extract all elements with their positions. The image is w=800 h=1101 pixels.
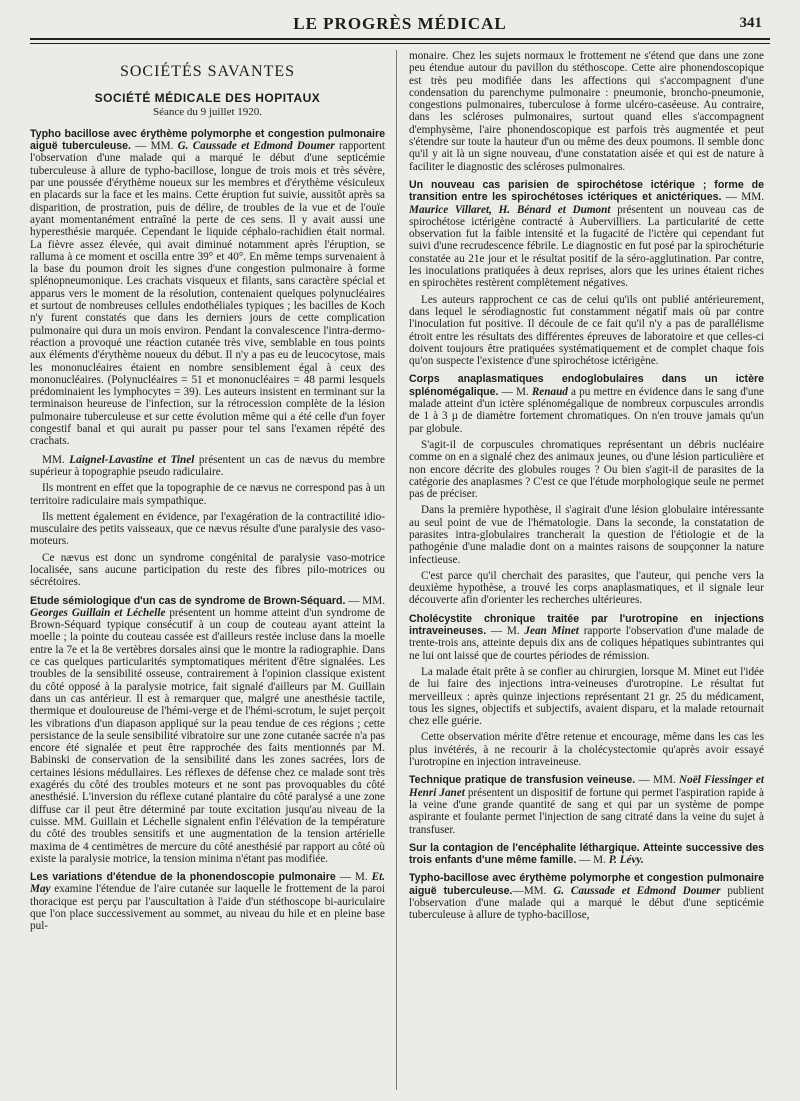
article-phonendoscopie-continued bbox=[409, 50, 764, 173]
article-dash: — M. bbox=[498, 385, 532, 398]
article-title: Typho-bacillose avec érythème polymorphe et congestion pulmonaire aiguë tuberculeuse. bbox=[409, 872, 764, 897]
article-brown-sequard bbox=[30, 595, 385, 866]
page-number: 341 bbox=[739, 15, 762, 31]
society-title: SOCIÉTÉ MÉDICALE DES HOPITAUX bbox=[94, 91, 321, 106]
article-dash: — M. bbox=[576, 854, 609, 867]
article-title: Technique pratique de transfusion veineuse. bbox=[409, 774, 636, 787]
article-dash: — MM. bbox=[345, 594, 385, 607]
article-phonendoscopie bbox=[30, 871, 385, 932]
article-paragraph bbox=[409, 613, 764, 662]
journal-title: LE PROGRÈS MÉDICAL bbox=[293, 14, 507, 33]
article-paragraph bbox=[409, 842, 764, 867]
article-title: Typho bacillose avec érythème polymorphe et congestion pulmonaire aiguë tuberculeuse. bbox=[30, 127, 385, 153]
article-title: Corps anaplasmatiques endoglobulaires dans un ictère splénomégalique. bbox=[409, 373, 764, 398]
article-typho-bacillose-repeat bbox=[409, 872, 764, 921]
article-paragraph: Ce nævus est donc un syndrome congénital de paralysie vaso-motrice localisée, sans aucune participation du reste des fibres pilo-motrices ou sécrétoires. bbox=[30, 551, 385, 589]
article-authors: Laignel-Lavastine et Tinel bbox=[69, 453, 195, 466]
article-paragraph: La malade était prête à se confier au chirurgien, lorsque M. Minet eut l'idée de lui faire des injections intra-veineuses d'urotropine. Le résultat fut merveilleux : après quinze injections représentant 21 gr. 25 du médicament, tous les signes, objectifs et subjectifs, avaient disparu, et la malade retournait chez elle guérie. bbox=[409, 665, 764, 728]
article-paragraph: Cette observation mérite d'être retenue et encourage, même dans les cas les plus invétérés, à ne recourir à la cholécystectomie qu'après avoir essayé l'urotropine en injection intraveineuse. bbox=[409, 731, 764, 769]
article-dash: — M. bbox=[335, 871, 372, 884]
article-text: présentent un cas de nævus du membre supérieur à topographie pseudo radiculaire. bbox=[30, 453, 385, 478]
article-title: Les variations d'étendue de la phonendoscopie pulmonaire bbox=[30, 871, 336, 884]
article-title: Un nouveau cas parisien de spirochétose ictérique ; forme de transition entre les spirochétoses ictériques et anictériques. bbox=[409, 178, 764, 204]
article-cholecystite bbox=[409, 613, 764, 769]
left-column bbox=[30, 50, 385, 1095]
article-title: Sur la contagion de l'encéphalite léthargique. Atteinte successive des trois enfants d'une même famille. bbox=[409, 841, 764, 867]
article-title: Cholécystite chronique traitée par l'urotropine en injections intraveineuses. bbox=[409, 612, 764, 638]
article-paragraph bbox=[30, 871, 385, 932]
article-text: publient l'observation d'une malade qui a marqué le début d'une septicémie tuberculeuse à allure de typho-bacillose, bbox=[409, 884, 764, 922]
article-title: Etude sémiologique d'un cas de syndrome de Brown-Séquard. bbox=[30, 594, 346, 607]
article-text: présentent un homme atteint d'un syndrome de Brown-Séquard typique consécutif à un coup de couteau ayant atteint la moelle ; la pointe du couteau cassée est d'ailleurs restée incluse dans la moelle entre la 7e et la 8e vertèbres dorsales ainsi que le montre la radiographie. Dans ce cas quelques particularités symptomatiques méritent d'être signalées. Les troubles de la sensibilité osseuse, contrairement à l'opinion classique existent du côté opposé à la paralysie motrice, fait signalé d'ailleurs par M. Guillain dans un cas antérieur. Il est à remarquer que, malgré une anesthésie tactile, thermique et douloureuse de l'hémi-verge et de l'hémi-scrotum, le sujet perçoit les vibrations d'un diapason appliqué sur la peau tendue de ces régions ; cette persistance de la seule sensibilité vibratoire sur une zone cutanée sacrée n'a pas encore été signalée et peut être rapprochée des faits mentionnés par M. Babinski de conservation de la sensibilité dans les zones sacrées, lors de certaines lésions médullaires. Les réflexes de défense chez ce malade sont très exagérés du côté des troubles moteurs et ne sont pas provoquables du côté anesthésié. L'inversion du réflexe cutané plantaire du côté paralysé a une zone diffuse car il peut être déterminé par toute excitation jusqu'au niveau de la cuisse. MM. Guillain et Léchelle signalent enfin l'élévation de la température du côté des troubles sensitifs et une augmentation de la tension artérielle maxima de 4 centimètres de mercure du côté anesthésié par rapport au côté où existe la paralysie motrice, la tension minima n'étant pas modifiée. bbox=[30, 606, 385, 865]
right-column bbox=[409, 50, 764, 1095]
article-text: présentent un nouveau cas de spirochétose ictérigène contracté à Aubervilliers. La particularité de cette observation fut la faible intensité et la fugacité de l'ictère qui cependant fut suivi d'une recrudescence fébrile. Le diagnostic en fut posé par la spirochéturie constatée au 21e jour et le résultat positif de la séro-agglutination. Par contre, les inoculations pratiquées à deux reprises, alors que les urines étaient riches en spirochètes restèrent complètement négatives. bbox=[409, 203, 764, 290]
article-authors: P. Lévy. bbox=[608, 854, 644, 867]
article-text: examine l'étendue de l'aire cutanée sur laquelle le frottement de la paroi thoracique est perçu par l'auscultation à l'aide d'un stéthoscope bi-auriculaire que l'on place successivement au sommet, au niveau du hile et en pleine base pul- bbox=[30, 883, 385, 933]
article-authors: Renaud bbox=[531, 385, 568, 398]
article-paragraph bbox=[409, 872, 764, 921]
article-authors: Georges Guillain et Léchelle bbox=[30, 606, 166, 619]
article-authors: Et. May bbox=[30, 871, 385, 896]
article-dash: — MM. bbox=[635, 774, 680, 787]
article-encephalite bbox=[409, 842, 764, 867]
article-paragraph bbox=[30, 454, 385, 479]
seance-date: Séance du 9 juillet 1920. bbox=[152, 105, 263, 118]
article-typho-bacillose bbox=[30, 128, 385, 448]
article-paragraph bbox=[409, 774, 764, 835]
article-dash: —MM. bbox=[512, 884, 554, 897]
article-lead: MM. bbox=[42, 453, 70, 466]
article-naevus bbox=[30, 454, 385, 589]
article-paragraph: Ils mettent également en évidence, par l'exagération de la contractilité idio-musculaire des petits vaisseaux, que ce nævus résulte d'une paralysie des vaso-moteurs. bbox=[30, 510, 385, 548]
article-paragraph bbox=[409, 179, 764, 290]
article-text: rapportent l'observation d'une malade qui a marqué le début d'une septicémie tuberculeuse à allure de typho-bacillose, longue de trois mois et très sévère, par une poussée d'érythème noueux sur les membres et d'érythème vésiculeux en placards sur la face et les mains. Cette éruption fut suivie, aussitôt après sa disparition, de prostration, puis de délire, de troubles de la vue et de l'ouïe ayant momentanément entraîné la perte de ces sens. Il y avait aussi une hyperesthésie marquée. Cependant le liquide céphalo-rachidien était normal. La fièvre assez élevée, qui avait diminué notamment après l'éruption, se ralluma à ce moment et oscilla entre 39° et 40°. En même temps survenaient à la base du poumon droit les signes d'une congestion pulmonaire à forme splénopneumonique. Les crachats visqueux et filants, sans caractère spécial et apparus vers le moment de la résolution, contenaient quelques polynucléaires et surtout de nombreuses cellules endothéliales typiques ; les bacilles de Koch n'y furent constatés que dans les derniers jours de cette complication pulmonaire qui dura un mois environ. Pendant la convalescence l'intra-dermo-réaction a provoqué une réaction cutanée très vive, semblable en tous points aux éléments d'érythème noueux du début. Il n'y a pas eu de leucocytose, mais les mononucléaires étaient en nombre sensiblement égal à ceux des mononucléaires. (Polynucléaires = 51 et mononucléaires = 48 parmi lesquels prédominaient les lymphocytes = 39). Les auteurs insistent en terminant sur la terminaison heureuse de l'infection, sur la rétrocession complète de la lésion pulmonaire tuberculeuse et sur cette évolution même qui a été celle d'un foyer congestif banal et qui aurait pu passer pour tel sans l'examen répété des crachats. bbox=[30, 140, 385, 448]
article-paragraph: S'agit-il de corpuscules chromatiques représentant un débris nucléaire comme on en a signalé chez des animaux jeunes, ou d'une lésion particulière et non encore décrite des globules rouges ? Ou bien s'agit-il de parasites de la catégorie des anaplasmes ? C'est ce que l'étude morphologique seule ne permet pas de préciser. bbox=[409, 438, 764, 501]
article-text: présentent un dispositif de fortune qui permet l'aspiration rapide à la veine d'une grande quantité de sang et qui par un système de pompe aspirante et foulante permet l'injection de sang citraté dans la veine du sujet à transfuser. bbox=[409, 786, 764, 836]
column-divider bbox=[396, 50, 397, 1090]
article-paragraph bbox=[30, 128, 385, 448]
header-rule bbox=[30, 38, 770, 44]
article-paragraph: Ils montrent en effet que la topographie de ce nævus ne correspond pas à un territoire radiculaire mais sympathique. bbox=[30, 482, 385, 507]
article-spirochetose bbox=[409, 179, 764, 367]
article-corps-anaplasmatiques bbox=[409, 373, 764, 606]
article-paragraph: monaire. Chez les sujets normaux le frottement ne s'étend que dans une zone peu étendue autour du pavillon du stéthoscope. Cette aire phonendoscopique est très peu modifiée dans les affections qui s'accompagnent d'une condensation du parenchyme pulmonaire : pneumonie, broncho-pneumonie, congestions pulmonaires, tuberculose à forme ulcéro-caséeuse. Au contraire, dans les scléroses pulmonaires, surtout quand elles s'accompagnent d'emphysème, l'aire phonendoscopique est parfois très augmentée et peut s'étendre sur toute la hauteur d'un ou même des deux poumons. Il semble donc qu'il y ait là un signe nouveau, d'une constatation aisée et qui est de nature à faciliter le diagnostic des scléroses pulmonaires. bbox=[409, 50, 764, 173]
article-paragraph bbox=[30, 595, 385, 866]
article-dash: — M. bbox=[486, 625, 525, 638]
article-authors: Jean Minet bbox=[524, 625, 579, 638]
article-authors: Noël Fiessinger et Henri Janet bbox=[409, 774, 764, 799]
article-paragraph: Dans la première hypothèse, il s'agirait d'une lésion globulaire intéressante au seul point de vue de l'hématologie. Dans la seconde, la constatation de parasites intra-globulaires trancherait la question de l'étiologie et de la pathogénie d'une maladie dont on a maintes raisons de soupçonner la nature infectieuse. bbox=[409, 504, 764, 566]
article-text: a pu mettre en évidence dans le sang d'une malade atteint d'un ictère splénomégalique de nombreux corpuscules arrondis de 1 à 3 µ de diamètre fortement chromatiques. On n'en trouve jamais qu'un par globule. bbox=[409, 385, 764, 435]
section-title: SOCIÉTÉS SAVANTES bbox=[119, 63, 296, 80]
article-paragraph bbox=[409, 373, 764, 434]
article-authors: G. Caussade et Edmond Doumer bbox=[553, 884, 721, 897]
article-text: rapporte l'observation d'une malade de trente-trois ans, atteinte depuis dix ans de coliques hépatiques subintrantes qui ne lui ont laissé que de courtes périodes de rémission. bbox=[409, 625, 764, 662]
article-authors: Maurice Villaret, H. Bénard et Dumont bbox=[409, 203, 611, 216]
article-transfusion bbox=[409, 774, 764, 835]
article-paragraph: C'est parce qu'il cherchait des parasites, que l'auteur, qui penche vers la deuxième hypothèse, a trouvé les corps anaplasmatiques, et il signale leur découverte afin d'orienter les recherches ultérieures. bbox=[409, 569, 764, 607]
article-paragraph: Les auteurs rapprochent ce cas de celui qu'ils ont publié antérieurement, dans lequel le sérodiagnostic fut constamment négatif mais où par contre l'inoculation fut positive. Il découle de ce fait qu'il n'y a pas de parallélisme étroit entre les résultats des différentes épreuves de laboratoire et que celles-ci doivent toujours être pratiquées systématiquement et de complet chaque fois qu'on suspecte l'existence d'une spirochétose ictérigène. bbox=[409, 293, 764, 368]
article-authors: G. Caussade et Edmond Doumer bbox=[177, 140, 335, 153]
article-dash: — MM. bbox=[721, 191, 764, 204]
article-dash: — MM. bbox=[130, 140, 178, 153]
